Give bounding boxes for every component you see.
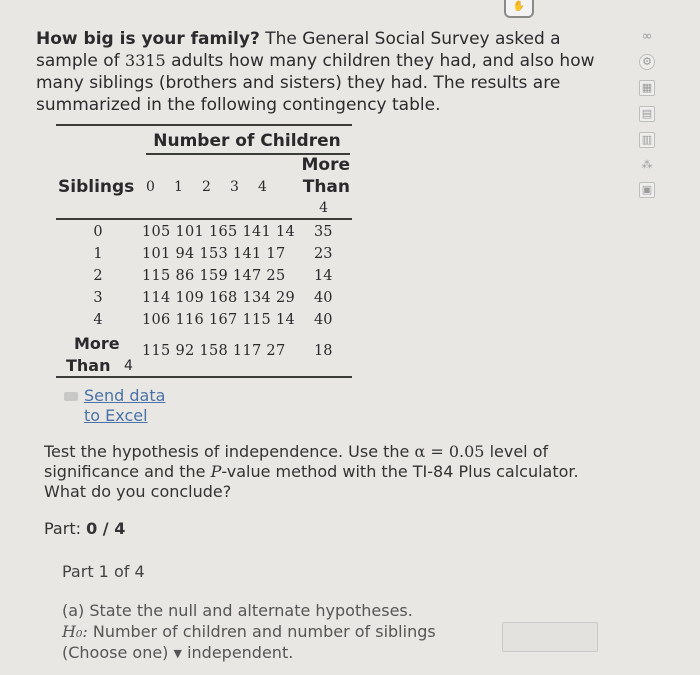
row-cells: 106 116 167 115 14 xyxy=(142,312,295,328)
table-top-rule xyxy=(56,124,352,126)
part-heading: Part 1 of 4 xyxy=(62,562,145,581)
row-label: 0 xyxy=(93,224,103,240)
col-label: 0 xyxy=(146,179,155,195)
question-title: How big is your family? xyxy=(36,29,260,49)
table-row xyxy=(56,224,352,246)
row-label: 3 xyxy=(93,290,103,306)
row-last-cell: 23 xyxy=(314,246,333,262)
part-progress-value: 0 / 4 xyxy=(86,519,126,538)
row-cells: 114 109 168 134 29 xyxy=(142,290,295,306)
row-label: 1 xyxy=(93,246,103,262)
table-row-more-than-4 xyxy=(56,334,352,378)
header-bottom-rule xyxy=(56,218,352,220)
row-label-four: 4 xyxy=(124,358,133,374)
row-last-cell: 18 xyxy=(314,343,333,359)
table-row xyxy=(56,268,352,290)
col-header-four: 4 xyxy=(319,200,328,216)
hand-icon[interactable]: ✋ xyxy=(504,0,534,18)
row-header-siblings: Siblings xyxy=(58,177,135,197)
row-last-cell: 40 xyxy=(314,312,333,328)
dots-icon[interactable]: ⁂ xyxy=(641,158,653,171)
col-label: 2 xyxy=(202,179,211,195)
row-last-cell: 35 xyxy=(314,224,333,240)
row-cells: 101 94 153 141 17 xyxy=(142,246,286,262)
h0-text: Number of children and number of siblings xyxy=(92,622,436,641)
h0-symbol: H₀: xyxy=(62,622,88,641)
row-label: 2 xyxy=(93,268,103,284)
instructions-text: Test the hypothesis of independence. Use the α = 0.05 level of significance and the P-value method with the TI-84 Plus calculator. What do you conclude? xyxy=(44,442,579,501)
send-data-link-line2[interactable]: to Excel xyxy=(84,406,148,425)
answer-box[interactable] xyxy=(502,622,598,652)
book-icon[interactable]: ▣ xyxy=(639,182,655,198)
calculator-icon[interactable]: ▦ xyxy=(639,80,655,96)
row-last-cell: 40 xyxy=(314,290,333,306)
row-cells: 115 86 159 147 25 xyxy=(142,268,286,284)
excel-icon xyxy=(64,392,78,401)
col-header-than: Than xyxy=(302,177,350,197)
row-cells: 115 92 158 117 27 xyxy=(142,343,286,359)
chart-icon[interactable]: ▥ xyxy=(639,132,655,148)
col-header-more: More xyxy=(301,155,350,175)
send-data-link-line1[interactable]: Send data xyxy=(84,386,166,405)
gear-icon[interactable]: ⚙ xyxy=(639,54,655,70)
col-label: 1 xyxy=(174,179,183,195)
column-group-header: Number of Children xyxy=(153,131,341,151)
side-toolbar xyxy=(632,30,662,198)
row-label: 4 xyxy=(93,312,103,328)
row-label-than: Than xyxy=(66,356,111,375)
sample-size: 3315 xyxy=(125,51,166,70)
col-label: 4 xyxy=(258,179,267,195)
col-label: 3 xyxy=(230,179,239,195)
question-text: How big is your family? The General Social Survey asked a sample of 3315 adults how many children they had, and also how many siblings (brothers and sisters) they had. The results are summarized in the following contingency table. xyxy=(36,29,595,115)
row-last-cell: 14 xyxy=(314,268,333,284)
table-bottom-rule xyxy=(56,376,352,378)
row-label-more: More xyxy=(74,334,120,353)
row-cells: 105 101 165 141 14 xyxy=(142,224,295,240)
part-progress: Part: 0 / 4 xyxy=(44,519,126,538)
table-row xyxy=(56,290,352,312)
dropdown-arrow-icon[interactable]: ▼ xyxy=(173,647,182,660)
choose-one-dropdown[interactable]: (Choose one) ▼ xyxy=(62,643,182,662)
table-row xyxy=(56,246,352,268)
infinity-icon[interactable]: ∞ xyxy=(641,29,653,44)
prompt-text: (a) State the null and alternate hypotheses. xyxy=(62,601,413,620)
table-row xyxy=(56,312,352,334)
alpha-value: α = 0.05 xyxy=(414,442,485,461)
hypotheses-question xyxy=(62,600,562,664)
independent-text: independent. xyxy=(187,643,294,662)
table-icon[interactable]: ▤ xyxy=(639,106,655,122)
